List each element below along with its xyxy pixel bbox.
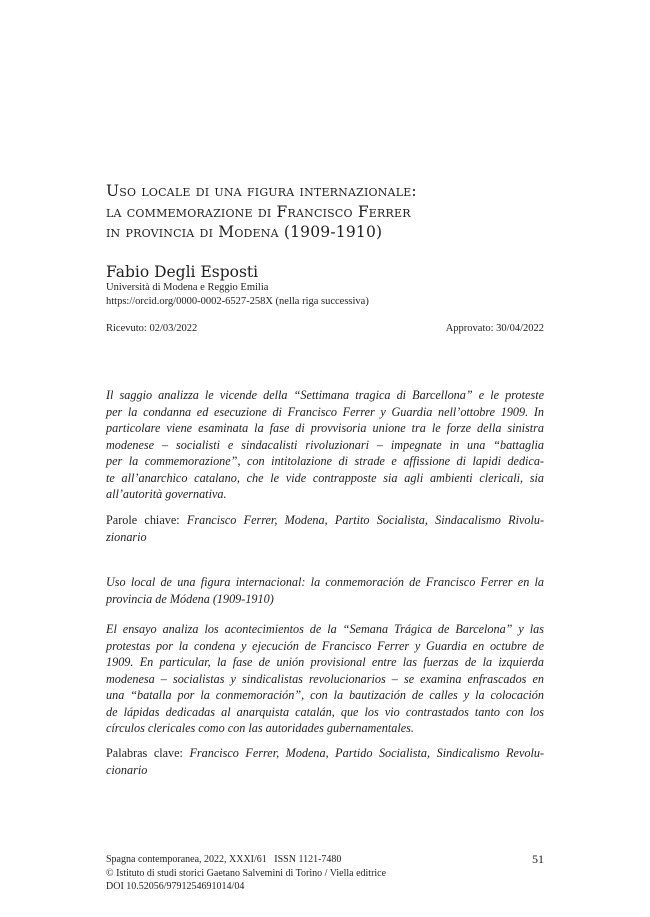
abstract-line: protestas por la condena y ejecución de Francisco Ferrer y Guardia en octubre de <box>106 638 544 653</box>
abstract-line: per la condanna ed esecuzione di Francisco Ferrer y Guardia nell’ottobre 1909. In <box>106 404 544 419</box>
submission-dates <box>106 322 544 336</box>
approved-date: Approvato: 30/04/2022 <box>445 323 544 334</box>
page-number: 51 <box>532 852 544 866</box>
abstract-line: una “batalla por la conmemoración”, con la bautización de calles y la colocación <box>106 688 544 702</box>
abstract-line: modenesa – socialistas y sindicalistas revolucionarios – se examina enfrascados en <box>106 671 544 686</box>
title-line: in provincia di Modena (1909-1910) <box>106 223 383 241</box>
abstract-line: de lápidas dedicadas al anarquista catalán, que los vio contrastados tanto con los <box>106 704 544 719</box>
abstract-line: all’autorità governativa. <box>106 487 227 501</box>
abstract-spanish <box>106 621 544 737</box>
abstract-line: particolare viene esaminata la fase di provvisoria unione tra le forze della sinistra <box>106 421 544 435</box>
keywords-value: cionario <box>106 762 148 777</box>
affiliation: Università di Modena e Reggio Emilia <box>106 282 269 293</box>
title-line: la commemorazione di Francisco Ferrer <box>106 202 411 221</box>
abstract-line: Il saggio analizza le vicende della “Settimana tragica di Barcellona” e le proteste <box>106 388 544 402</box>
keywords-label: Parole chiave: <box>106 513 180 527</box>
keywords-value: Francisco Ferrer, Modena, Partito Socialista, Sindacalismo Rivolu- <box>186 513 545 527</box>
author-name: Fabio Degli Esposti <box>106 263 259 281</box>
keywords-value: zionario <box>106 529 147 544</box>
abstract-italian <box>106 387 544 503</box>
copyright-line: © Istituto di studi storici Gaetano Salvemini di Torino / Viella editrice <box>106 867 387 879</box>
received-date: Ricevuto: 02/03/2022 <box>106 323 198 334</box>
abstract-line: 1909. En particular, la fase de unión provisional entre las fuerzas de la izquierda <box>106 655 544 669</box>
abstract-line: per la commemorazione”, con intitolazione di strade e affissione di lapidi dedica- <box>106 454 544 468</box>
journal-info: Spagna contemporanea, 2022, XXXI/61 ISSN 1121-7480 <box>106 854 342 865</box>
title-line: Uso locale di una figura internazionale: <box>106 182 417 200</box>
spanish-title-line: Uso local de una figura internacional: la conmemoración de Francisco Ferrer en la <box>106 575 544 589</box>
author-info <box>106 281 544 308</box>
keywords-label: Palabras clave: <box>106 746 183 760</box>
spanish-title-line: provincia de Módena (1909-1910) <box>106 591 274 606</box>
keywords-italian <box>106 512 544 545</box>
abstract-line: El ensayo analiza los acontecimientos de la “Semana Trágica de Barcelona” y las <box>106 622 544 636</box>
keywords-spanish <box>106 745 544 778</box>
keywords-value: Francisco Ferrer, Modena, Partido Socialista, Sindicalismo Revolu- <box>189 746 544 760</box>
abstract-line: círculos clericales como con las autoridades gubernamentales. <box>106 721 414 735</box>
keywords-line <box>106 512 544 529</box>
article-title <box>106 181 544 243</box>
orcid-link[interactable]: https://orcid.org/0000-0002-6527-258X (nella riga successiva) <box>106 295 369 307</box>
abstract-line: modenese – socialisti e sindacalisti rivoluzionari – impegnate in una “battaglia <box>106 437 544 452</box>
abstract-spanish-title <box>106 574 544 607</box>
doi-line[interactable]: DOI 10.52056/9791254691014/04 <box>106 881 245 892</box>
abstract-line: te all’anarchico catalano, che le vide contrapposte sia agli ambienti clericali, sia <box>106 470 544 485</box>
page-footer <box>106 853 544 894</box>
keywords-line <box>106 745 544 762</box>
